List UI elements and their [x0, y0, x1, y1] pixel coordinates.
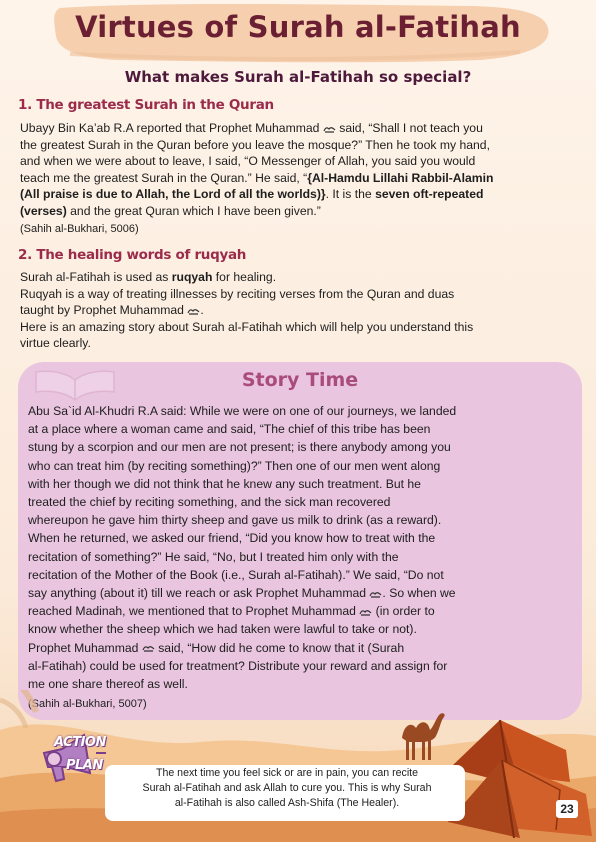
section-heading-greatest-surah: 1. The greatest Surah in the Quran	[18, 97, 274, 113]
action-plan-badge-top: ACTION	[54, 735, 106, 750]
pbuh-calligraphy-icon	[359, 608, 372, 616]
section-greatest-surah-text: Ubayy Bin Ka’ab R.A reported that Prophet Muhammad said, “Shall I not teach you the greatest Surah in the Quran before you leave the mosque?” Then he took my hand, and when we were about to leave, I said, “O Messenger of Allah, you said you would teach me the greatest Surah in the Quran.” He said, “{Al-Hamdu Lillahi Rabbil-Alamin (All praise is due to Allah, the Lord of all the worlds)}. It is the seven oft-repeated (verses) and the great Quran which I have been given.” (Sahih al-Bukhari, 5006)	[20, 121, 494, 235]
pbuh-calligraphy-icon	[323, 125, 336, 133]
page-subtitle: What makes Surah al-Fatihah so special?	[124, 68, 472, 86]
action-plan-text: The next time you feel sick or are in pain, you can recite Surah al-Fatihah and ask Allah to cure you. This is why Surah al-Fatihah is also called Ash-Shifa (The Healer).	[142, 767, 432, 809]
page-number: 23	[556, 800, 578, 818]
section-heading-healing-words: 2. The healing words of ruqyah	[18, 247, 247, 263]
pbuh-calligraphy-icon	[369, 590, 382, 598]
pbuh-calligraphy-icon	[187, 307, 200, 315]
story-text: Abu Sa`id Al-Khudri R.A said: While we were on one of our journeys, we landed at a place where a woman came and said, “The chief of this tribe has been stung by a scorpion and our men are not present; is there anybody among you who can treat him (by reciting something)?” Then one of our men went along with her though we did not think that he knew any such treatment. But he treated the chief by reciting something, and the sick man recovered whereupon he gave him thirty sheep and gave us milk to drink (as a reward). When he returned, we asked our friend, “Did you know how to treat with the recitation of something?” He said, “No, but I treated him only with the recitation of the Mother of the Book (i.e., Surah al-Fatihah).” We said, “Do not say anything (about it) till we reach or ask Prophet Muhammad . So when we reached Madinah, we mentioned that to Prophet Muhammad (in order to know whether the sheep which we had taken were lawful to take or not). Prophet Muhammad said, “How did he come to know that it (Surah al-Fatihah) could be used for treatment? Distribute your reward and assign for me one share thereof as well. (Sahih al-Bukhari, 5007)	[28, 402, 576, 713]
open-book-icon	[30, 366, 120, 406]
citation-5007: (Sahih al-Bukhari, 5007)	[28, 698, 147, 711]
section-healing-words-text: Surah al-Fatihah is used as ruqyah for healing. Ruqyah is a way of treating illnesses by reciting verses from the Quran and duas taught by Prophet Muhammad . Here is an amazing story about Surah al-Fatihah which will help you understand this virtue clearly.	[20, 270, 474, 351]
citation-5006: (Sahih al-Bukhari, 5006)	[20, 222, 139, 235]
story-time-heading: Story Time	[241, 369, 359, 391]
pbuh-calligraphy-icon	[142, 644, 155, 652]
action-plan-badge-bottom: PLAN	[66, 758, 103, 773]
page-title: Virtues of Surah al-Fatihah	[75, 10, 521, 44]
